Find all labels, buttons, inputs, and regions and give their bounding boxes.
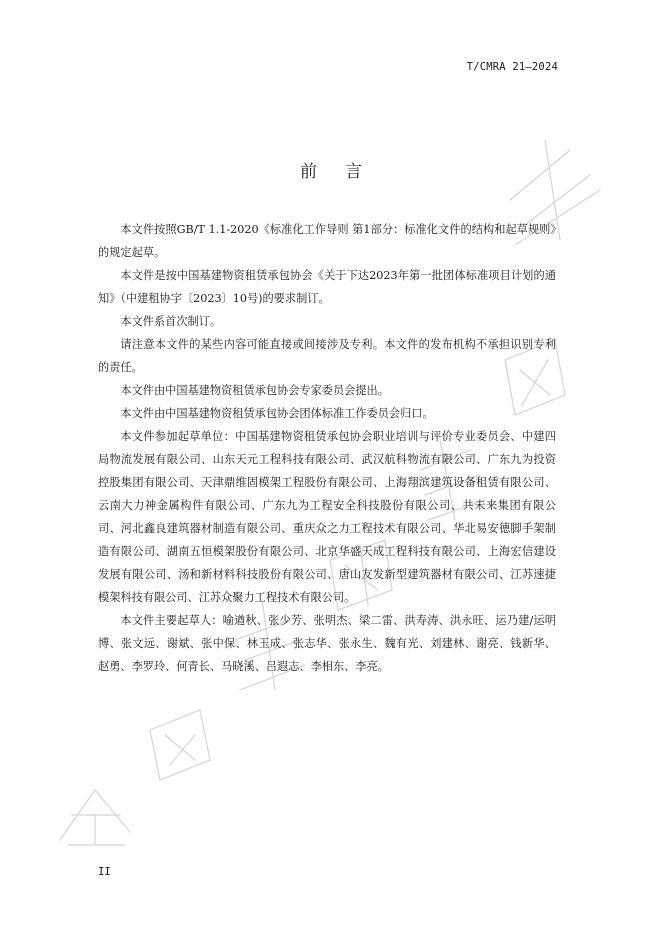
paragraph: 本文件按照GB/T 1.1-2020《标准化工作导则 第1部分：标准化文件的结构和起草规则》的规定起草。 [98, 223, 556, 259]
paragraph: 本文件参加起草单位：中国基建物资租赁承包协会职业培训与评价专业委员会、中建四局物流发展有限公司、山东天元工程科技有限公司、武汉航科物流有限公司、广东九为投资控股集团有限公司、天津鼎维固模架工程股份有限公司、上海翔滨建筑设备租赁有限公司、云南大力神金属构件有限公司、广东九为工程安全科技股份有限公司、共未来集团有限公司、河北鑫良建筑器材制造有限公司、重庆众之力工程技术有限公司、华北易安德脚手架制造有限公司、湖南五恒模架股份有限公司、北京华盛天成工程科技有限公司、上海宏信建设发展有限公司、汤和新材料科技股份有限公司、唐山友发新型建筑器材有限公司、江苏速捷模架科技有限公司、江苏众聚力工程技术有限公司。 [98, 430, 556, 604]
paragraph: 本文件主要起草人：喻遒秋、张少芳、张明杰、梁二雷、洪寿涛、洪永旺、运乃建/运明博、张文远、谢斌、张中保、林玉成、张志华、张永生、魏有光、刘建林、谢亮、钱新华、赵勇、李罗玲、何青长、马晓溪、吕遐志、李相东、李亮。 [98, 614, 556, 673]
paragraph: 本文件由中国基建物资租赁承包协会团体标准工作委员会归口。 [120, 407, 434, 420]
foreword-body [98, 218, 556, 678]
title-char: 言 [345, 162, 362, 182]
paragraph: 本文件是按中国基建物资租赁承包协会《关于下达2023年第一批团体标准项目计划的通知》（中建租协字〔2023〕10号)的要求制订。 [98, 269, 556, 305]
paragraph: 请注意本文件的某些内容可能直接或间接涉及专利。本文件的发布机构不承担识别专利的责任。 [98, 338, 556, 374]
paragraph: 本文件系首次制订。 [120, 315, 222, 328]
document-code: T/CMRA 21—2024 [466, 61, 558, 73]
page-title [0, 157, 662, 182]
title-char: 前 [300, 162, 317, 182]
page-number: II [98, 866, 111, 878]
paragraph: 本文件由中国基建物资租赁承包协会专家委员会提出。 [120, 384, 389, 397]
